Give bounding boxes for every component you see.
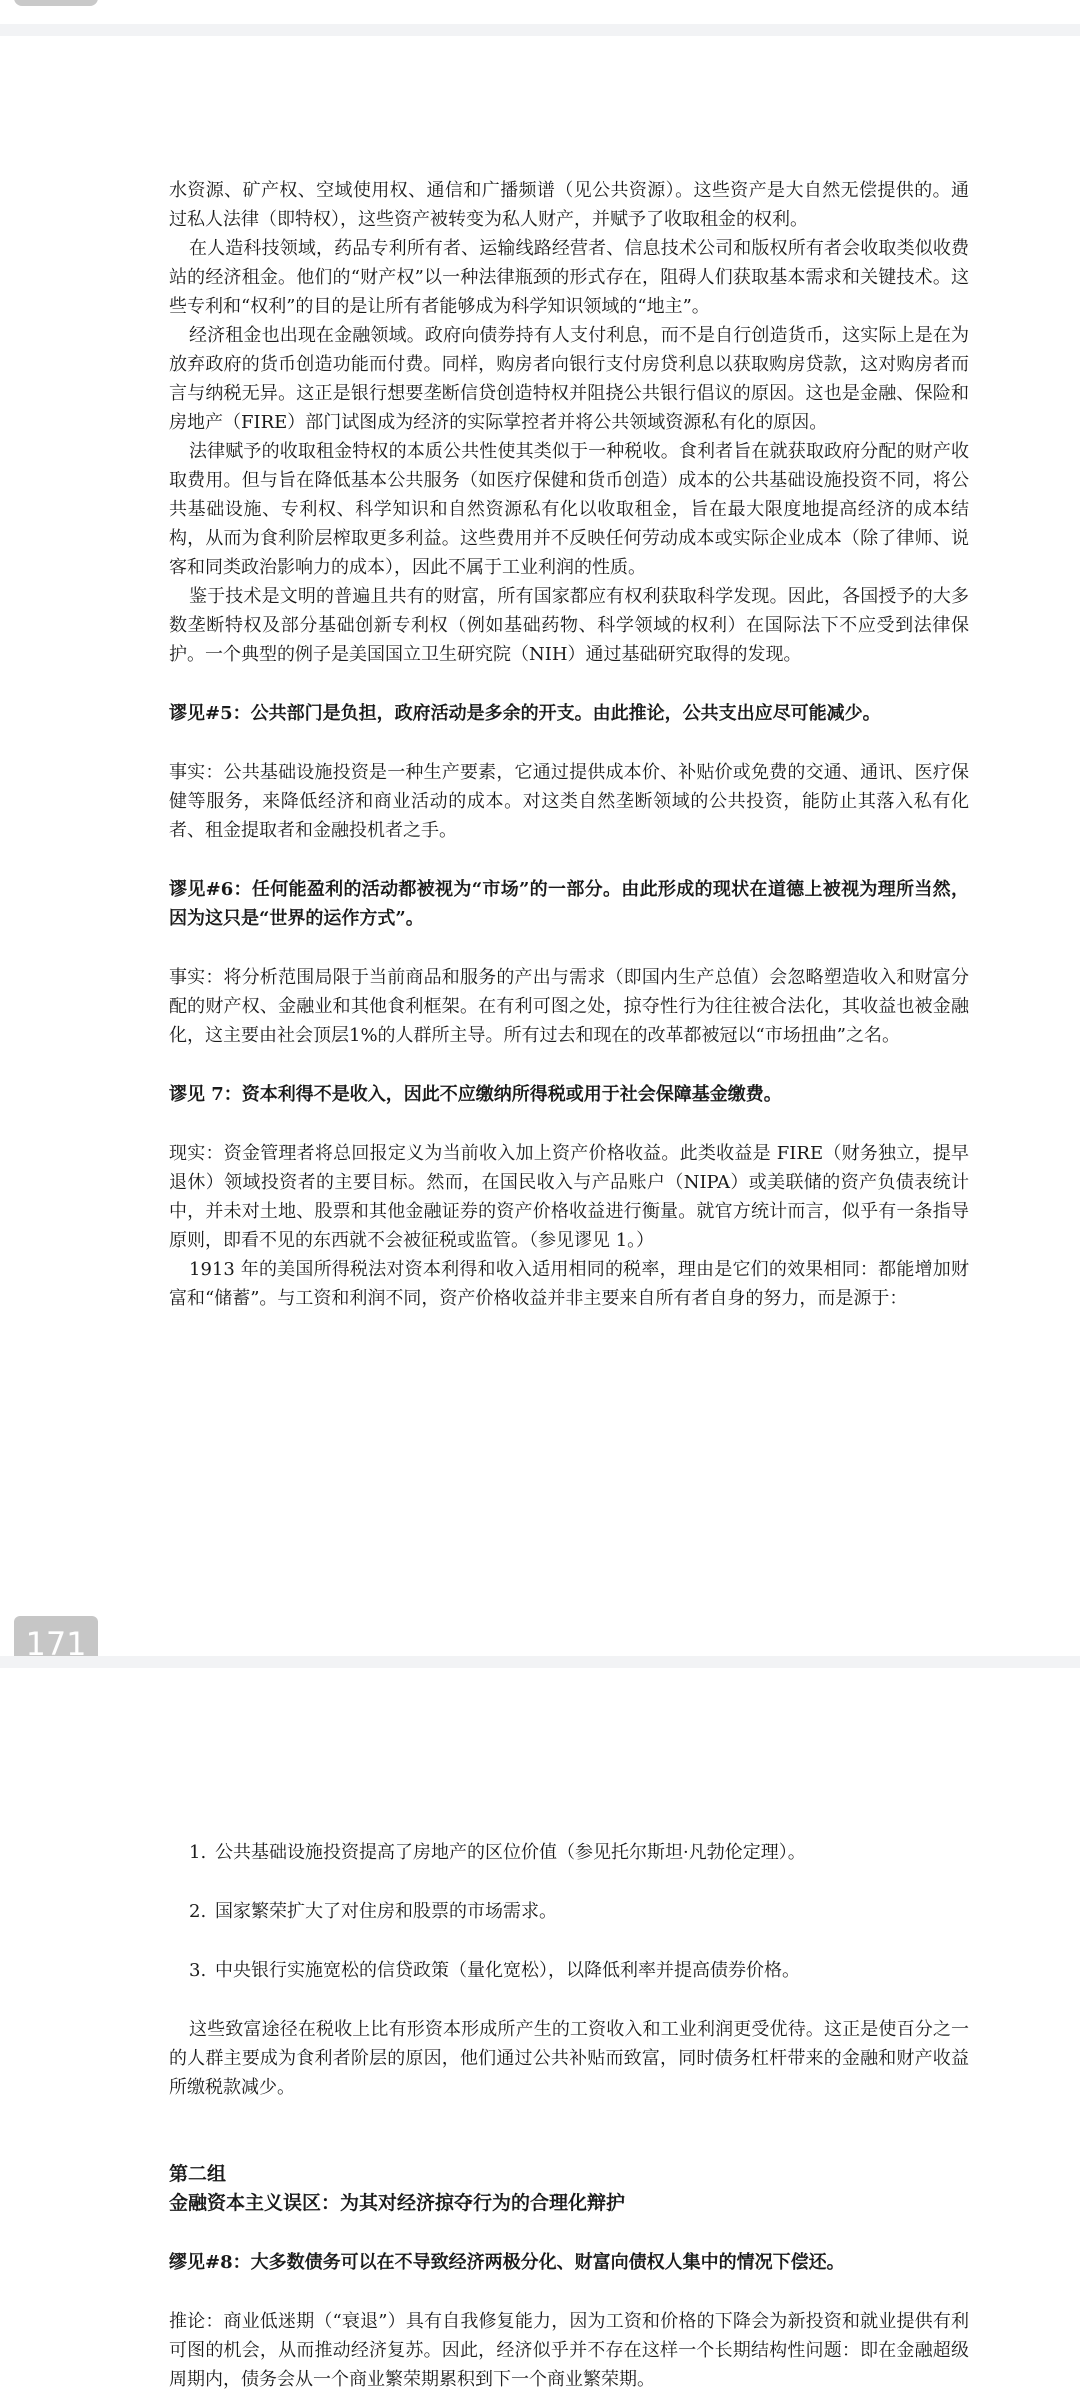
list-item-text: 国家繁荣扩大了对住房和股票的市场需求。 — [215, 1901, 557, 1922]
paragraph: 这些致富途径在税收上比有形资本形成所产生的工资收入和工业利润更受优待。这正是使百分之一的人群主要成为食利者阶层的原因，他们通过公共补贴而致富，同时债务杠杆带来的金融和财产收益所缴税款减少。 — [169, 2019, 969, 2098]
list-item-text: 公共基础设施投资提高了房地产的区位价值（参见托尔斯坦·凡勃伦定理）。 — [215, 1842, 806, 1863]
fact-paragraph: 现实：资金管理者将总回报定义为当前收入加上资产价格收益。此类收益是 FIRE（财务独立，提早退休）领域投资者的主要目标。然而，在国民收入与产品账户（NIPA）或美联储的资产负债表统计中，并未对土地、股票和其他金融证券的资产价格收益进行衡量。就官方统计而言，似乎有一条指导原则，即看不见的东西就不会被征税或监管。（参见谬见 1。） — [169, 1143, 969, 1251]
corollary-paragraph: 推论：商业低迷期（“衰退”）具有自我修复能力，因为工资和价格的下降会为新投资和就业提供有利可图的机会，从而推动经济复苏。因此，经济似乎并不存在这样一个长期结构性问题：即在金融超级周期内，债务会从一个商业繁荣期累积到下一个商业繁荣期。 — [169, 2311, 969, 2390]
list-item-text: 中央银行实施宽松的信贷政策（量化宽松），以降低利率并提高债券价格。 — [215, 1960, 800, 1981]
section-title: 金融资本主义误区：为其对经济掠夺行为的合理化辩护 — [169, 2192, 626, 2214]
previous-page-fragment — [0, 0, 1080, 24]
list-item — [169, 1838, 969, 1867]
list-number: 2. — [189, 1901, 207, 1922]
paragraph: 法律赋予的收取租金特权的本质公共性使其类似于一种税收。食利者旨在就获取政府分配的财产收取费用。但与旨在降低基本公共服务（如医疗保健和货币创造）成本的公共基础设施投资不同，将公共基础设施、专利权、科学知识和自然资源私有化以收取租金，旨在最大限度地提高经济的成本结构，从而为食利阶层榨取更多利益。这些费用并不反映任何劳动成本或实际企业成本（除了律师、说客和同类政治影响力的成本），因此不属于工业利润的性质。 — [169, 441, 969, 578]
myth-heading: 缪见#8：大多数债务可以在不导致经济两极分化、财富向债权人集中的情况下偿还。 — [169, 2252, 845, 2273]
section-group-heading: 第二组 — [169, 2163, 227, 2185]
page-number-badge: 171 — [14, 1616, 98, 1656]
paragraph: 水资源、矿产权、空域使用权、通信和广播频谱（见公共资源）。这些资产是大自然无偿提供的。通过私人法律（即特权），这些资产被转变为私人财产，并赋予了收取租金的权利。 — [169, 180, 969, 230]
document-page — [0, 1668, 1080, 2400]
paragraph: 在人造科技领域，药品专利所有者、运输线路经营者、信息技术公司和版权所有者会收取类似收费站的经济租金。他们的“财产权”以一种法律瓶颈的形式存在，阻碍人们获取基本需求和关键技术。这些专利和“权利”的目的是让所有者能够成为科学知识领域的“地主”。 — [169, 238, 969, 317]
fact-paragraph: 事实：公共基础设施投资是一种生产要素，它通过提供成本价、补贴价或免费的交通、通讯、医疗保健等服务，来降低经济和商业活动的成本。对这类自然垄断领域的公共投资，能防止其落入私有化者、租金提取者和金融投机者之手。 — [169, 762, 969, 841]
previous-page-tab — [14, 0, 98, 6]
list-number: 1. — [189, 1842, 207, 1863]
myth-heading: 谬见#5：公共部门是负担，政府活动是多余的开支。由此推论，公共支出应尽可能减少。 — [169, 703, 881, 724]
paragraph: 经济租金也出现在金融领域。政府向债券持有人支付利息，而不是自行创造货币，这实际上是在为放弃政府的货币创造功能而付费。同样，购房者向银行支付房贷利息以获取购房贷款，这对购房者而言与纳税无异。这正是银行想要垄断信贷创造特权并阻挠公共银行倡议的原因。这也是金融、保险和房地产（FIRE）部门试图成为经济的实际掌控者并将公共领域资源私有化的原因。 — [169, 325, 969, 433]
page-content — [169, 176, 969, 1313]
myth-heading: 谬见 7：资本利得不是收入，因此不应缴纳所得税或用于社会保障基金缴费。 — [169, 1084, 782, 1105]
document-page — [0, 36, 1080, 1656]
paragraph: 鉴于技术是文明的普遍且共有的财富，所有国家都应有权利获取科学发现。因此，各国授予的大多数垄断特权及部分基础创新专利权（例如基础药物、科学领域的权利）在国际法下不应受到法律保护。一个典型的例子是美国国立卫生研究院（NIH）通过基础研究取得的发现。 — [169, 586, 969, 665]
numbered-list — [169, 1838, 969, 1985]
paragraph: 1913 年的美国所得税法对资本利得和收入适用相同的税率，理由是它们的效果相同：都能增加财富和“储蓄”。与工资和利润不同，资产价格收益并非主要来自所有者自身的努力，而是源于： — [169, 1259, 969, 1309]
fact-paragraph: 事实：将分析范围局限于当前商品和服务的产出与需求（即国内生产总值）会忽略塑造收入和财富分配的财产权、金融业和其他食利框架。在有利可图之处，掠夺性行为往往被合法化，其收益也被金融化，这主要由社会顶层1%的人群所主导。所有过去和现在的改革都被冠以“市场扭曲”之名。 — [169, 967, 969, 1046]
list-item — [169, 1956, 969, 1985]
page-content — [169, 1838, 969, 2394]
list-item — [169, 1897, 969, 1926]
myth-heading: 谬见#6：任何能盈利的活动都被视为“市场”的一部分。由此形成的现状在道德上被视为理所当然，因为这只是“世界的运作方式”。 — [169, 879, 969, 929]
list-number: 3. — [189, 1960, 207, 1981]
